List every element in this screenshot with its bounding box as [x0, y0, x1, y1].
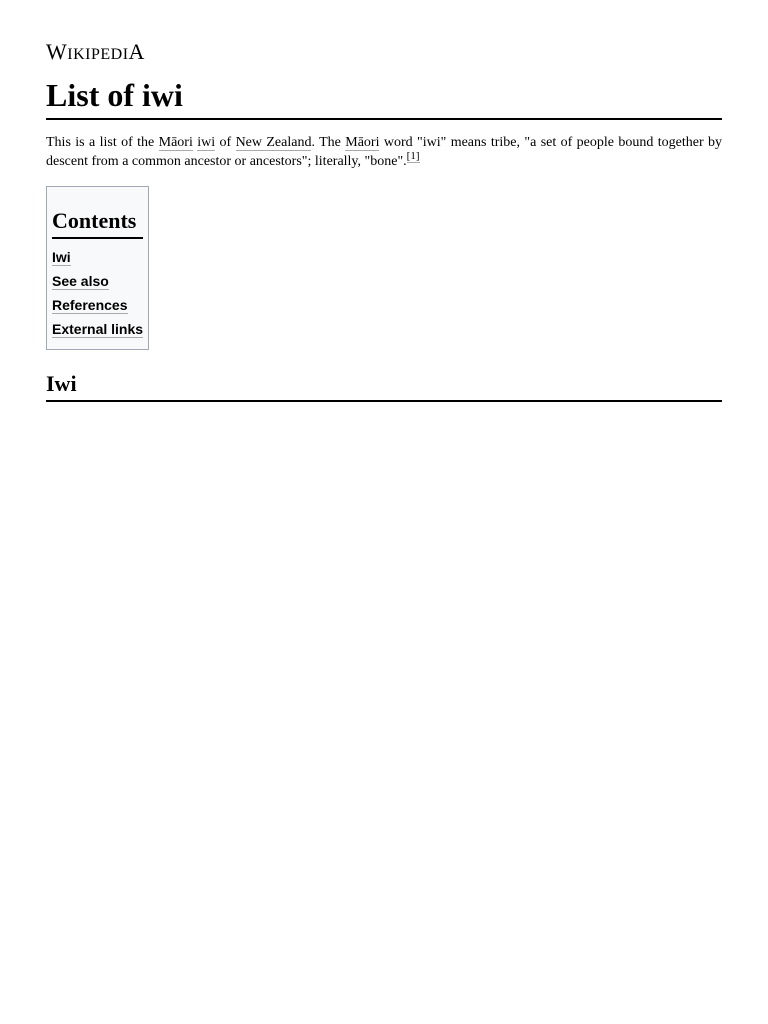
toc-item-references	[52, 293, 143, 317]
article-page	[46, 38, 722, 402]
intro-paragraph	[46, 133, 722, 171]
wordmark-middle: IKIPEDI	[67, 46, 129, 63]
toc-link-references[interactable]: References	[52, 297, 128, 313]
citation-reference[interactable]	[407, 150, 420, 163]
section-heading-iwi: Iwi	[46, 370, 722, 402]
maori-link[interactable]: Māori	[158, 135, 193, 150]
toc-link-iwi[interactable]: Iwi	[52, 249, 71, 265]
intro-text: . The	[311, 135, 346, 150]
wikipedia-wordmark[interactable]	[46, 38, 722, 66]
page-title: List of iwi	[46, 76, 722, 120]
toc-list	[52, 245, 143, 341]
wordmark-initial: W	[46, 39, 68, 64]
toc-item-see-also	[52, 269, 143, 293]
toc-link-external-links[interactable]: External links	[52, 321, 144, 337]
intro-text: of	[215, 135, 236, 150]
iwi-link[interactable]: iwi	[197, 135, 216, 150]
wordmark-final: A	[128, 39, 145, 64]
toc-item-iwi	[52, 245, 143, 269]
citation-link[interactable]: [1]	[406, 150, 420, 162]
toc-link-see-also[interactable]: See also	[52, 273, 109, 289]
toc-title: Contents	[52, 207, 143, 239]
intro-text: This is a list of the	[46, 135, 159, 150]
new-zealand-link[interactable]: New Zealand	[235, 135, 312, 150]
table-of-contents	[46, 186, 149, 350]
intro-text: word "iwi" means tribe, "a set of people bound together by descent from a common ancestor or ancestors"; literally, "bone".	[46, 135, 723, 169]
maori-link[interactable]: Māori	[345, 135, 380, 150]
toc-item-external-links	[52, 317, 143, 341]
